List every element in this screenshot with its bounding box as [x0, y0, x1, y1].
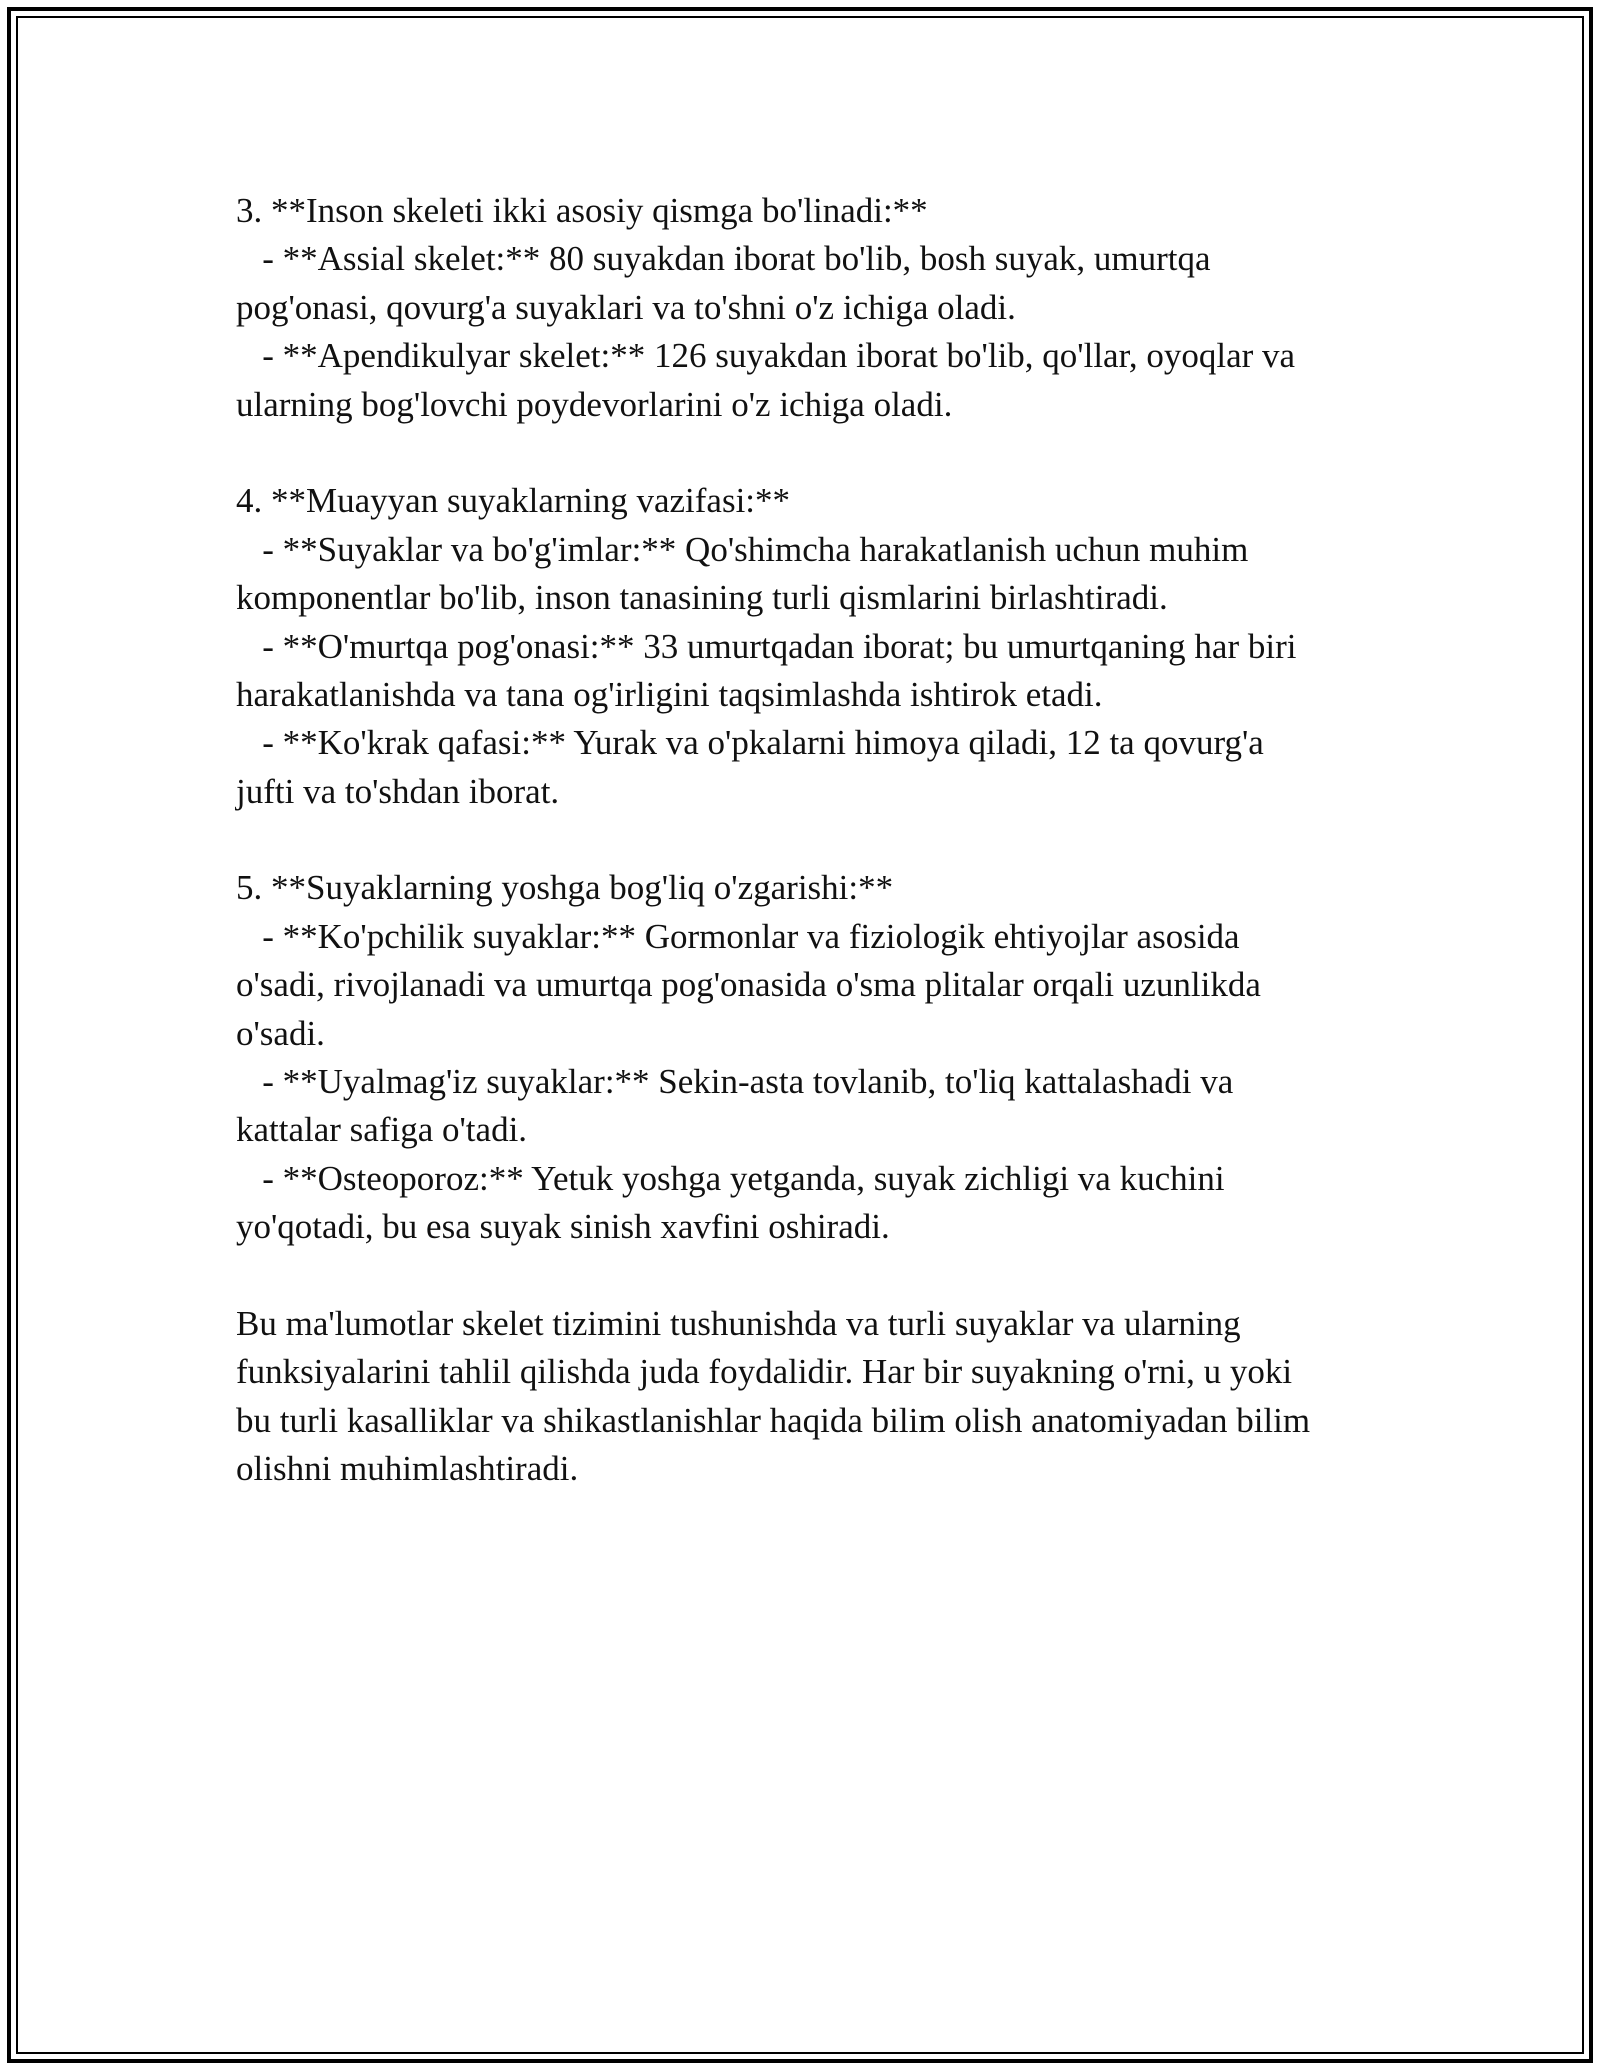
- paragraph-line: bu turli kasalliklar va shikastlanishlar haqida bilim olish anatomiyadan bilim: [236, 1400, 1311, 1440]
- list-item: [236, 332, 1386, 429]
- list-item-line: - **Apendikulyar skelet:** 126 suyakdan iborat bo'lib, qo'llar, oyoqlar va: [236, 336, 1296, 376]
- list-item-line: - **Suyaklar va bo'g'imlar:** Qo'shimcha harakatlanish uchun muhim: [236, 529, 1249, 569]
- paragraph-spacer: [236, 1252, 1386, 1300]
- list-item-line: - **Osteoporoz:** Yetuk yoshga yetganda, suyak zichligi va kuchini: [236, 1158, 1225, 1198]
- list-item-line: - **Ko'krak qafasi:** Yurak va o'pkalarni himoya qiladi, 12 ta qovurg'a: [236, 723, 1264, 763]
- list-item-line: o'sadi.: [236, 1013, 325, 1053]
- list-item-line: kattalar safiga o'tadi.: [236, 1110, 528, 1150]
- list-item-line: harakatlanishda va tana og'irligini taqsimlashda ishtirok etadi.: [236, 674, 1103, 714]
- section-heading: 4. **Muayyan suyaklarning vazifasi:**: [236, 481, 791, 521]
- conclusion-paragraph: [236, 1300, 1386, 1494]
- paragraph-line: olishni muhimlashtiradi.: [236, 1449, 579, 1489]
- list-item-line: komponentlar bo'lib, inson tanasining turli qismlarini birlashtiradi.: [236, 578, 1168, 618]
- section-heading: 5. **Suyaklarning yoshga bog'liq o'zgarishi:**: [236, 868, 894, 908]
- paragraph-spacer: [236, 429, 1386, 477]
- section-4: [236, 477, 1386, 816]
- list-item: [236, 719, 1386, 816]
- list-item-line: - **Assial skelet:** 80 suyakdan iborat bo'lib, bosh suyak, umurtqa: [236, 239, 1211, 279]
- list-item-line: o'sadi, rivojlanadi va umurtqa pog'onasida o'sma plitalar orqali uzunlikda: [236, 965, 1261, 1005]
- list-item-line: pog'onasi, qovurg'a suyaklari va to'shni o'z ichiga oladi.: [236, 287, 1016, 327]
- list-item-line: jufti va to'shdan iborat.: [236, 771, 560, 811]
- list-item: [236, 913, 1386, 1058]
- list-item: [236, 526, 1386, 623]
- paragraph-line: funksiyalarini tahlil qilishda juda foydalidir. Har bir suyakning o'rni, u yoki: [236, 1352, 1293, 1392]
- list-item: [236, 235, 1386, 332]
- section-5: [236, 864, 1386, 1251]
- list-item: [236, 623, 1386, 720]
- list-item-line: yo'qotadi, bu esa suyak sinish xavfini oshiradi.: [236, 1207, 890, 1247]
- paragraph-line: Bu ma'lumotlar skelet tizimini tushunishda va turli suyaklar va ularning: [236, 1303, 1241, 1343]
- list-item-line: - **Ko'pchilik suyaklar:** Gormonlar va fiziologik ehtiyojlar asosida: [236, 916, 1240, 956]
- list-item-line: - **O'murtqa pog'onasi:** 33 umurtqadan iborat; bu umurtqaning har biri: [236, 626, 1297, 666]
- paragraph-spacer: [236, 816, 1386, 864]
- list-item: [236, 1155, 1386, 1252]
- list-item-line: ularning bog'lovchi poydevorlarini o'z ichiga oladi.: [236, 384, 953, 424]
- document-body: [236, 187, 1386, 1494]
- list-item-line: - **Uyalmag'iz suyaklar:** Sekin-asta tovlanib, to'liq kattalashadi va: [236, 1062, 1234, 1102]
- list-item: [236, 1058, 1386, 1155]
- section-heading: 3. **Inson skeleti ikki asosiy qismga bo'linadi:**: [236, 191, 928, 230]
- section-3: [236, 187, 1386, 429]
